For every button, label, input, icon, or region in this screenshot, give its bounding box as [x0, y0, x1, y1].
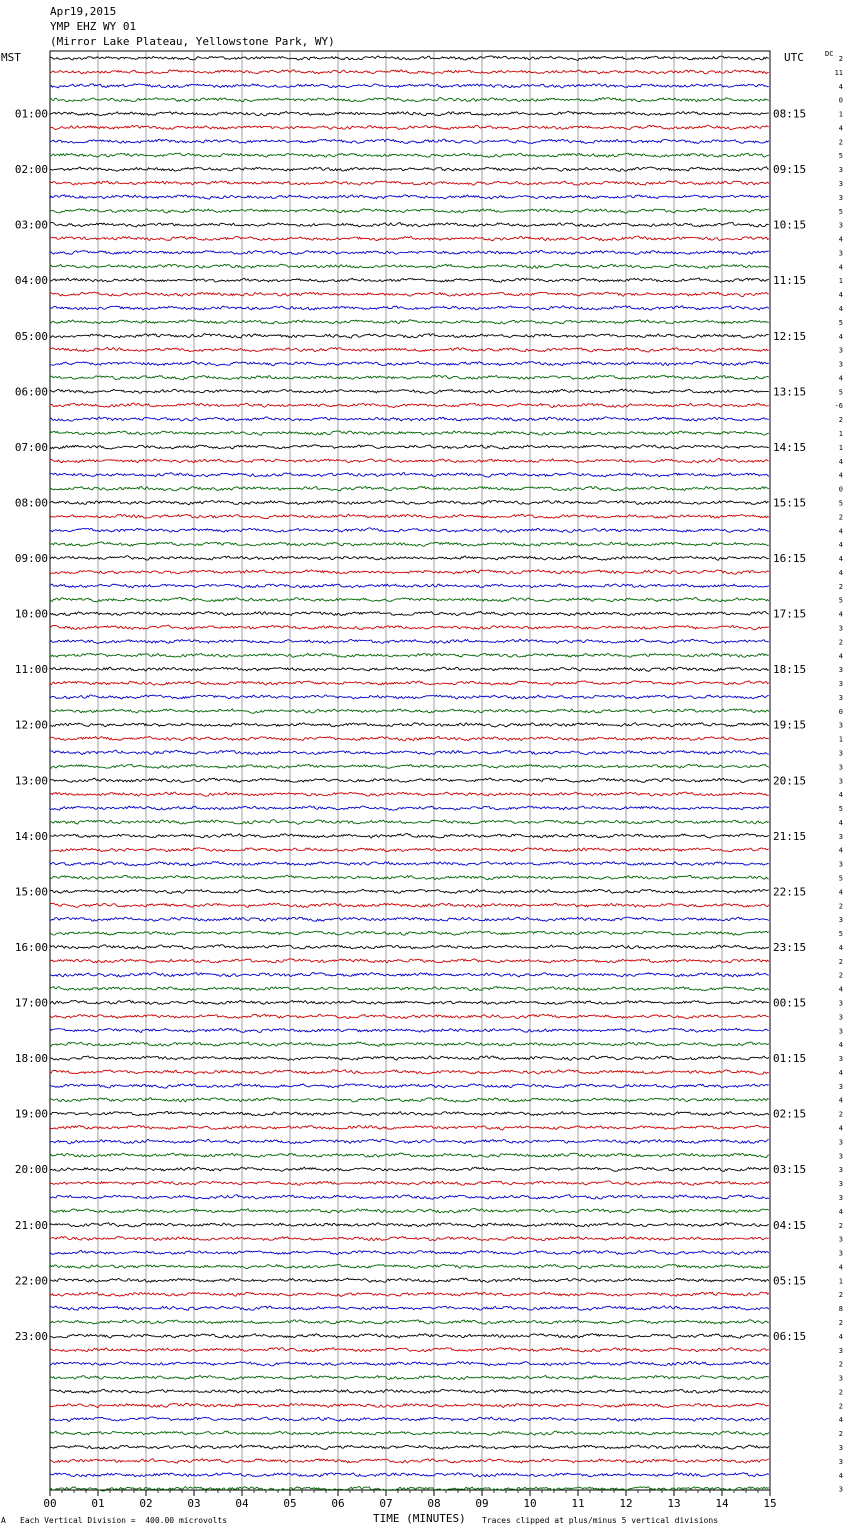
trace-13 — [50, 222, 769, 227]
trace-16 — [50, 264, 769, 268]
dc-offset-39: 2 — [838, 582, 843, 591]
utc-label-12:15: 12:15 — [773, 329, 807, 343]
dc-offset-79: 3 — [838, 1138, 843, 1147]
trace-2 — [50, 70, 769, 74]
dc-offset-41: 4 — [838, 610, 843, 619]
mst-label-02:00: 02:00 — [14, 163, 48, 177]
dc-offset-29: 1 — [838, 443, 843, 452]
trace-14 — [50, 236, 769, 241]
mst-label-20:00: 20:00 — [14, 1163, 48, 1177]
trace-81 — [50, 1167, 769, 1171]
dc-offset-65: 4 — [838, 943, 843, 952]
mst-label-04:00: 04:00 — [14, 274, 48, 288]
trace-66 — [50, 959, 769, 963]
dc-offset-66: 2 — [838, 957, 843, 966]
dc-offset-18: 4 — [838, 291, 843, 300]
dc-offset-98: 2 — [838, 1402, 843, 1411]
mst-label-09:00: 09:00 — [14, 552, 48, 566]
trace-46 — [50, 681, 769, 685]
utc-label-17:15: 17:15 — [773, 607, 807, 621]
trace-80 — [50, 1153, 769, 1158]
x-tick-label-15: 15 — [763, 1497, 777, 1510]
dc-offset-101: 3 — [838, 1443, 843, 1452]
mst-label-15:00: 15:00 — [14, 885, 48, 899]
trace-73 — [50, 1056, 769, 1060]
mst-label-14:00: 14:00 — [14, 829, 48, 843]
trace-28 — [50, 431, 769, 435]
trace-38 — [50, 570, 769, 574]
trace-84 — [50, 1208, 769, 1213]
dc-offset-61: 4 — [838, 888, 843, 897]
dc-offset-68: 4 — [838, 985, 843, 994]
mst-label-16:00: 16:00 — [14, 940, 48, 954]
mst-label-23:00: 23:00 — [14, 1329, 48, 1343]
dc-offset-76: 4 — [838, 1096, 843, 1105]
utc-label-00:15: 00:15 — [773, 996, 807, 1010]
x-tick-label-01: 01 — [91, 1497, 105, 1510]
utc-label-13:15: 13:15 — [773, 385, 807, 399]
utc-label-22:15: 22:15 — [773, 885, 807, 899]
dc-offset-42: 3 — [838, 624, 843, 633]
trace-92 — [50, 1320, 769, 1324]
mst-label-08:00: 08:00 — [14, 496, 48, 510]
dc-offset-74: 4 — [838, 1068, 843, 1077]
dc-offset-63: 3 — [838, 916, 843, 925]
dc-offset-labels — [835, 55, 843, 1494]
dc-offset-30: 4 — [838, 457, 843, 466]
dc-offset-31: 4 — [838, 471, 843, 480]
trace-52 — [50, 764, 769, 768]
dc-offset-7: 2 — [838, 138, 843, 147]
trace-94 — [50, 1348, 769, 1352]
dc-offset-25: 5 — [838, 388, 843, 397]
trace-60 — [50, 875, 769, 879]
dc-offset-5: 1 — [838, 110, 843, 119]
utc-label-05:15: 05:15 — [773, 1274, 807, 1288]
trace-26 — [50, 403, 769, 407]
dc-offset-14: 4 — [838, 235, 843, 244]
clip-note: Traces clipped at plus/minus 5 vertical divisions — [482, 1516, 719, 1525]
trace-63 — [50, 917, 769, 921]
dc-offset-9: 3 — [838, 166, 843, 175]
trace-51 — [50, 750, 769, 754]
trace-79 — [50, 1139, 769, 1144]
mst-label-12:00: 12:00 — [14, 718, 48, 732]
mst-label-17:00: 17:00 — [14, 996, 48, 1010]
dc-offset-24: 4 — [838, 374, 843, 383]
trace-77 — [50, 1112, 769, 1116]
utc-label-16:15: 16:15 — [773, 552, 807, 566]
trace-30 — [50, 459, 769, 463]
dc-offset-70: 3 — [838, 1013, 843, 1022]
dc-offset-53: 3 — [838, 777, 843, 786]
trace-44 — [50, 653, 769, 657]
x-tick-label-09: 09 — [475, 1497, 489, 1510]
x-tick-label-12: 12 — [619, 1497, 633, 1510]
utc-label-23:15: 23:15 — [773, 940, 807, 954]
dc-offset-60: 5 — [838, 874, 843, 883]
utc-label-01:15: 01:15 — [773, 1052, 807, 1066]
trace-43 — [50, 639, 769, 643]
corner-mark: A — [1, 1516, 6, 1525]
trace-67 — [50, 973, 769, 977]
trace-32 — [50, 486, 769, 490]
trace-98 — [50, 1403, 769, 1407]
mst-label-18:00: 18:00 — [14, 1052, 48, 1066]
dc-offset-38: 4 — [838, 568, 843, 577]
dc-offset-82: 3 — [838, 1180, 843, 1189]
seismic-traces — [50, 56, 769, 1491]
dc-offset-20: 5 — [838, 318, 843, 327]
dc-offset-73: 3 — [838, 1055, 843, 1064]
mst-label-22:00: 22:00 — [14, 1274, 48, 1288]
trace-25 — [50, 389, 769, 393]
trace-5 — [50, 111, 769, 115]
dc-offset-47: 3 — [838, 693, 843, 702]
trace-23 — [50, 361, 769, 366]
trace-57 — [50, 834, 769, 839]
dc-offset-15: 3 — [838, 249, 843, 258]
right-timezone-label: UTC — [784, 51, 804, 64]
dc-offset-37: 4 — [838, 555, 843, 564]
dc-offset-10: 3 — [838, 180, 843, 189]
x-tick-label-11: 11 — [571, 1497, 585, 1510]
trace-70 — [50, 1014, 769, 1018]
trace-40 — [50, 597, 769, 601]
trace-85 — [50, 1223, 769, 1227]
trace-101 — [50, 1445, 769, 1450]
utc-label-19:15: 19:15 — [773, 718, 807, 732]
mst-label-05:00: 05:00 — [14, 329, 48, 343]
dc-offset-67: 2 — [838, 971, 843, 980]
plot-date: Apr19,2015 — [50, 5, 117, 18]
mst-label-11:00: 11:00 — [14, 663, 48, 677]
trace-82 — [50, 1181, 769, 1186]
dc-offset-100: 2 — [838, 1430, 843, 1439]
dc-offset-17: 1 — [838, 277, 843, 286]
dc-offset-40: 5 — [838, 596, 843, 605]
trace-22 — [50, 347, 769, 352]
trace-78 — [50, 1125, 769, 1130]
dc-offset-4: 0 — [838, 96, 843, 105]
mst-label-21:00: 21:00 — [14, 1218, 48, 1232]
dc-offset-96: 3 — [838, 1374, 843, 1383]
trace-18 — [50, 292, 769, 296]
utc-label-21:15: 21:15 — [773, 829, 807, 843]
dc-offset-85: 2 — [838, 1221, 843, 1230]
dc-offset-48: 0 — [838, 707, 843, 716]
utc-label-20:15: 20:15 — [773, 774, 807, 788]
trace-7 — [50, 139, 769, 143]
trace-59 — [50, 862, 769, 866]
x-tick-label-02: 02 — [139, 1497, 153, 1510]
utc-label-08:15: 08:15 — [773, 107, 807, 121]
trace-24 — [50, 375, 769, 379]
trace-86 — [50, 1236, 769, 1240]
dc-offset-11: 3 — [838, 193, 843, 202]
dc-offset-49: 3 — [838, 721, 843, 730]
trace-65 — [50, 945, 769, 949]
trace-97 — [50, 1389, 769, 1393]
dc-offset-77: 2 — [838, 1110, 843, 1119]
dc-offset-21: 4 — [838, 332, 843, 341]
trace-47 — [50, 695, 769, 699]
trace-20 — [50, 320, 769, 324]
trace-39 — [50, 584, 769, 588]
dc-offset-103: 4 — [838, 1471, 843, 1480]
dc-offset-44: 4 — [838, 652, 843, 661]
trace-83 — [50, 1195, 769, 1200]
scale-note: Each Vertical Division = 400.00 microvolts — [20, 1516, 228, 1525]
station-location: (Mirror Lake Plateau, Yellowstone Park, WY) — [50, 35, 335, 48]
dc-offset-69: 3 — [838, 999, 843, 1008]
trace-95 — [50, 1361, 769, 1365]
trace-6 — [50, 125, 769, 129]
trace-75 — [50, 1084, 769, 1088]
x-tick-label-08: 08 — [427, 1497, 441, 1510]
dc-offset-72: 4 — [838, 1041, 843, 1050]
dc-offset-90: 2 — [838, 1291, 843, 1300]
trace-90 — [50, 1292, 769, 1296]
trace-29 — [50, 445, 769, 449]
utc-label-18:15: 18:15 — [773, 663, 807, 677]
utc-label-14:15: 14:15 — [773, 440, 807, 454]
dc-offset-46: 3 — [838, 680, 843, 689]
dc-offset-59: 3 — [838, 860, 843, 869]
dc-offset-19: 4 — [838, 305, 843, 314]
x-tick-label-13: 13 — [667, 1497, 681, 1510]
dc-offset-64: 5 — [838, 930, 843, 939]
dc-offset-22: 3 — [838, 346, 843, 355]
dc-offset-3: 4 — [838, 82, 843, 91]
dc-offset-58: 4 — [838, 846, 843, 855]
trace-100 — [50, 1431, 769, 1435]
trace-42 — [50, 625, 769, 629]
trace-36 — [50, 542, 769, 546]
trace-1 — [50, 56, 769, 60]
dc-offset-78: 4 — [838, 1124, 843, 1133]
trace-64 — [50, 931, 769, 935]
trace-58 — [50, 848, 769, 852]
trace-68 — [50, 987, 769, 991]
x-axis-title: TIME (MINUTES) — [373, 1512, 466, 1525]
x-tick-label-06: 06 — [331, 1497, 345, 1510]
mst-label-06:00: 06:00 — [14, 385, 48, 399]
dc-offset-71: 3 — [838, 1027, 843, 1036]
trace-45 — [50, 667, 769, 671]
trace-37 — [50, 556, 769, 560]
trace-103 — [50, 1473, 769, 1477]
dc-offset-86: 3 — [838, 1235, 843, 1244]
trace-8 — [50, 153, 769, 157]
dc-offset-51: 3 — [838, 749, 843, 758]
trace-53 — [50, 778, 769, 783]
trace-19 — [50, 306, 769, 310]
trace-3 — [50, 84, 769, 88]
dc-offset-50: 1 — [838, 735, 843, 744]
dc-offset-33: 5 — [838, 499, 843, 508]
dc-offset-54: 4 — [838, 791, 843, 800]
trace-76 — [50, 1098, 769, 1102]
dc-offset-8: 5 — [838, 152, 843, 161]
x-tick-label-14: 14 — [715, 1497, 729, 1510]
utc-label-11:15: 11:15 — [773, 274, 807, 288]
trace-102 — [50, 1459, 769, 1463]
trace-56 — [50, 820, 769, 824]
dc-offset-36: 4 — [838, 541, 843, 550]
dc-offset-75: 3 — [838, 1082, 843, 1091]
dc-offset-89: 1 — [838, 1277, 843, 1286]
trace-35 — [50, 528, 769, 532]
dc-offset-93: 4 — [838, 1332, 843, 1341]
trace-71 — [50, 1028, 769, 1032]
dc-offset-2: 11 — [834, 68, 843, 77]
trace-55 — [50, 806, 769, 810]
dc-offset-45: 3 — [838, 666, 843, 675]
utc-label-02:15: 02:15 — [773, 1107, 807, 1121]
trace-33 — [50, 500, 769, 504]
dc-offset-95: 2 — [838, 1360, 843, 1369]
dc-offset-23: 3 — [838, 360, 843, 369]
trace-74 — [50, 1070, 769, 1075]
mst-label-07:00: 07:00 — [14, 440, 48, 454]
trace-27 — [50, 417, 769, 421]
trace-41 — [50, 611, 769, 615]
utc-label-10:15: 10:15 — [773, 218, 807, 232]
dc-offset-27: 2 — [838, 416, 843, 425]
dc-offset-56: 4 — [838, 818, 843, 827]
x-tick-label-10: 10 — [523, 1497, 537, 1510]
dc-offset-35: 4 — [838, 527, 843, 536]
x-axis — [43, 1490, 776, 1510]
dc-offset-52: 3 — [838, 763, 843, 772]
trace-10 — [50, 181, 769, 185]
utc-label-15:15: 15:15 — [773, 496, 807, 510]
x-tick-label-04: 04 — [235, 1497, 249, 1510]
dc-offset-32: 0 — [838, 485, 843, 494]
dc-offset-88: 4 — [838, 1263, 843, 1272]
trace-91 — [50, 1306, 769, 1310]
x-tick-label-03: 03 — [187, 1497, 201, 1510]
dc-offset-99: 4 — [838, 1416, 843, 1425]
trace-17 — [50, 278, 769, 282]
dc-offset-57: 3 — [838, 832, 843, 841]
mst-label-03:00: 03:00 — [14, 218, 48, 232]
dc-offset-83: 3 — [838, 1193, 843, 1202]
dc-offset-55: 5 — [838, 805, 843, 814]
trace-48 — [50, 709, 769, 713]
trace-21 — [50, 334, 769, 338]
dc-offset-94: 3 — [838, 1346, 843, 1355]
trace-49 — [50, 723, 769, 727]
dc-offset-84: 4 — [838, 1207, 843, 1216]
dc-offset-97: 2 — [838, 1388, 843, 1397]
dc-offset-1: 2 — [838, 55, 843, 63]
trace-87 — [50, 1250, 769, 1254]
trace-72 — [50, 1042, 769, 1046]
mst-label-01:00: 01:00 — [14, 107, 48, 121]
trace-12 — [50, 209, 769, 213]
station-code: YMP EHZ WY 01 — [50, 20, 137, 33]
trace-4 — [50, 98, 769, 102]
dc-offset-81: 3 — [838, 1166, 843, 1175]
trace-69 — [50, 1000, 769, 1004]
dc-offset-34: 2 — [838, 513, 843, 522]
dc-offset-13: 3 — [838, 221, 843, 230]
trace-54 — [50, 792, 769, 796]
dc-offset-16: 4 — [838, 263, 843, 272]
dc-offset-92: 2 — [838, 1318, 843, 1327]
dc-offset-87: 3 — [838, 1249, 843, 1258]
dc-offset-102: 3 — [838, 1457, 843, 1466]
utc-label-04:15: 04:15 — [773, 1218, 807, 1232]
mst-label-13:00: 13:00 — [14, 774, 48, 788]
x-tick-label-00: 00 — [43, 1497, 57, 1510]
x-tick-label-07: 07 — [379, 1497, 393, 1510]
dc-offset-26: -6 — [834, 402, 843, 411]
left-timezone-label: MST — [1, 51, 21, 64]
trace-62 — [50, 903, 769, 907]
trace-61 — [50, 889, 769, 893]
x-tick-label-05: 05 — [283, 1497, 297, 1510]
trace-15 — [50, 250, 769, 254]
dc-column-label: DC — [825, 50, 834, 58]
mst-label-19:00: 19:00 — [14, 1107, 48, 1121]
trace-89 — [50, 1278, 769, 1282]
trace-34 — [50, 514, 769, 518]
dc-offset-80: 3 — [838, 1152, 843, 1161]
trace-11 — [50, 195, 769, 200]
dc-offset-12: 5 — [838, 207, 843, 216]
utc-label-09:15: 09:15 — [773, 163, 807, 177]
dc-offset-6: 4 — [838, 124, 843, 133]
trace-96 — [50, 1375, 769, 1379]
trace-93 — [50, 1334, 769, 1339]
utc-label-06:15: 06:15 — [773, 1329, 807, 1343]
trace-9 — [50, 167, 769, 172]
trace-88 — [50, 1264, 769, 1268]
trace-31 — [50, 472, 769, 477]
trace-99 — [50, 1417, 769, 1421]
trace-50 — [50, 736, 769, 740]
utc-label-03:15: 03:15 — [773, 1163, 807, 1177]
dc-offset-91: 8 — [838, 1305, 843, 1314]
dc-offset-62: 2 — [838, 902, 843, 911]
mst-label-10:00: 10:00 — [14, 607, 48, 621]
dc-offset-28: 1 — [838, 430, 843, 439]
dc-offset-104: 3 — [838, 1485, 843, 1494]
dc-offset-43: 2 — [838, 638, 843, 647]
